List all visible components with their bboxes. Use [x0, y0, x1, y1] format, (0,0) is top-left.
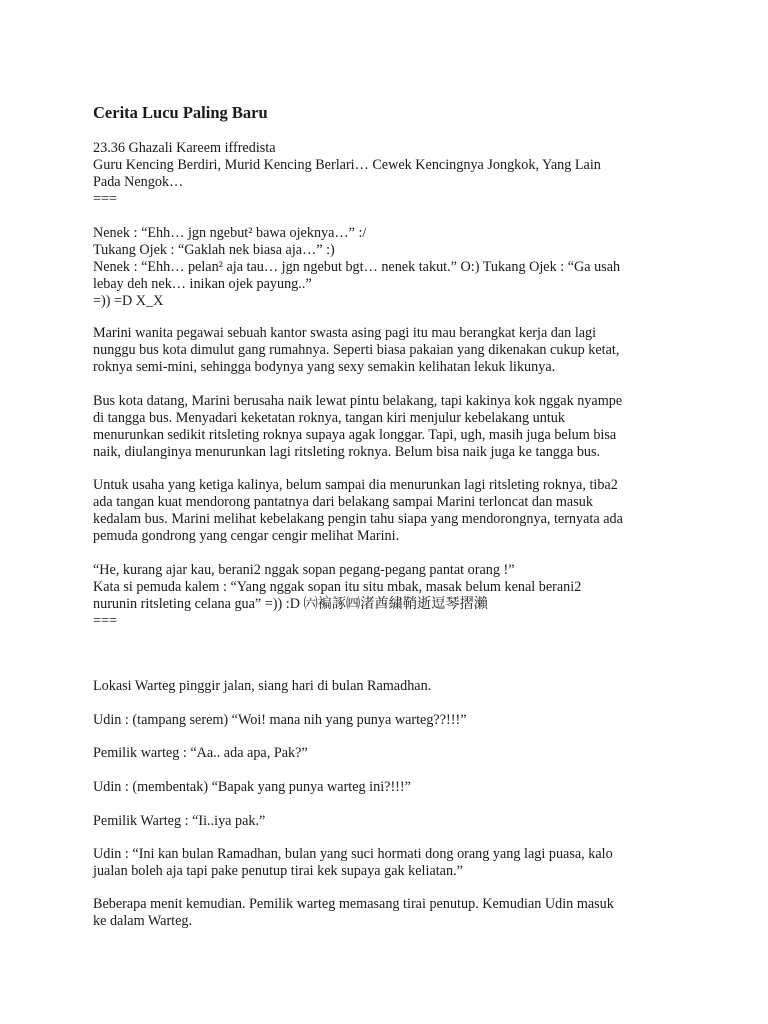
- paragraph-line: roknya semi-mini, sehingga bodynya yang sexy semakin kelihatan lekuk likunya.: [93, 359, 556, 375]
- paragraph-line: Udin : “Ini kan bulan Ramadhan, bulan yang suci hormati dong orang yang lagi puasa, kalo: [93, 846, 613, 862]
- paragraph-line: di tangga bus. Menyadari keketatan roknya, tangan kiri menjulur kebelakang untuk: [93, 410, 565, 426]
- paragraph-line: naik, diulanginya menurunkan lagi ritsleting roknya. Belum bisa naik juga ke tangga bus.: [93, 444, 601, 460]
- post-meta: [93, 140, 683, 208]
- separator: ===: [93, 613, 118, 629]
- dialog-line: =)) =D X_X: [93, 293, 164, 309]
- document-title: Cerita Lucu Paling Baru: [93, 103, 268, 122]
- paragraph-line: menurunkan sedikit ritsleting roknya supaya agak longgar. Tapi, ugh, masih juga belum bisa: [93, 427, 617, 443]
- quote-line: nurunin ritsleting celana gua” =)) :D ㈥褊諑㈣渚酋繍鞘逝逗琴摺瀨: [93, 596, 488, 612]
- paragraph-line: ada tangan kuat mendorong pantatnya dari belakang sampai Marini terloncat dan masuk: [93, 494, 593, 510]
- warteg-closing: [93, 896, 683, 930]
- paragraph-line: Beberapa menit kemudian. Pemilik warteg memasang tirai penutup. Kemudian Udin masuk: [93, 896, 614, 912]
- quote-line: Kata si pemuda kalem : “Yang nggak sopan itu situ mbak, masak belum kenal berani2: [93, 579, 582, 595]
- ojek-dialog: [93, 225, 683, 310]
- paragraph-marini-3: [93, 477, 683, 545]
- dialog-line: Nenek : “Ehh… pelan² aja tau… jgn ngebut bgt… nenek takut.” O:) Tukang Ojek : “Ga usah: [93, 259, 621, 275]
- marini-quote: [93, 562, 683, 630]
- udin-line-1: Udin : (tampang serem) “Woi! mana nih yang punya warteg??!!!”: [93, 712, 467, 728]
- post-headline-line-2: Pada Nengok…: [93, 174, 184, 190]
- quote-line: “He, kurang ajar kau, berani2 nggak sopan pegang-pegang pantat orang !”: [93, 562, 515, 578]
- post-time-author: 23.36 Ghazali Kareem iffredista: [93, 140, 276, 156]
- paragraph-line: Untuk usaha yang ketiga kalinya, belum sampai dia menurunkan lagi ritsleting roknya, tiba2: [93, 477, 618, 493]
- warteg-location: Lokasi Warteg pinggir jalan, siang hari di bulan Ramadhan.: [93, 678, 432, 694]
- paragraph-marini-2: [93, 393, 683, 461]
- separator: ===: [93, 191, 118, 207]
- paragraph-line: Marini wanita pegawai sebuah kantor swasta asing pagi itu mau berangkat kerja dan lagi: [93, 325, 597, 341]
- paragraph-line: ke dalam Warteg.: [93, 913, 193, 929]
- paragraph-line: Bus kota datang, Marini berusaha naik lewat pintu belakang, tapi kakinya kok nggak nyampe: [93, 393, 623, 409]
- dialog-line: Tukang Ojek : “Gaklah nek biasa aja…” :): [93, 242, 335, 258]
- pemilik-line-1: Pemilik warteg : “Aa.. ada apa, Pak?”: [93, 745, 308, 761]
- dialog-line: lebay deh nek… inikan ojek payung..”: [93, 276, 312, 292]
- paragraph-line: pemuda gondrong yang cengar cengir melihat Marini.: [93, 528, 400, 544]
- post-headline-line-1: Guru Kencing Berdiri, Murid Kencing Berlari… Cewek Kencingnya Jongkok, Yang Lain: [93, 157, 601, 173]
- paragraph-line: nunggu bus kota dimulut gang rumahnya. Seperti biasa pakaian yang dikenakan cukup ketat,: [93, 342, 620, 358]
- udin-line-3: [93, 846, 683, 880]
- paragraph-line: kedalam bus. Marini melihat kebelakang pengin tahu siapa yang mendorongnya, ternyata ada: [93, 511, 623, 527]
- paragraph-marini-1: [93, 325, 683, 376]
- paragraph-line: jualan boleh aja tapi pake penutup tirai kek supaya gak keliatan.”: [93, 863, 463, 879]
- pemilik-line-2: Pemilik Warteg : “Ii..iya pak.”: [93, 813, 266, 829]
- dialog-line: Nenek : “Ehh… jgn ngebut² bawa ojeknya…” :/: [93, 225, 367, 241]
- udin-line-2: Udin : (membentak) “Bapak yang punya warteg ini?!!!”: [93, 779, 411, 795]
